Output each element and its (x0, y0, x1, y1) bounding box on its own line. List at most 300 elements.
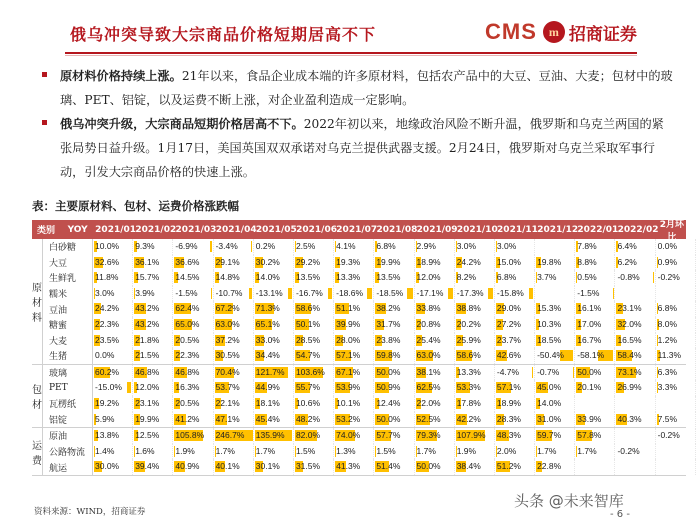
table-cell (495, 333, 535, 349)
table-cell (615, 255, 655, 271)
cell-value: 50.1% (295, 318, 321, 329)
cell-value: -15.0% (95, 382, 122, 393)
row-item-label: 大豆 (43, 255, 93, 271)
cell-value: 23.5% (95, 334, 120, 345)
table-row (43, 348, 696, 364)
table-cell (93, 301, 133, 317)
row-item-label: 大麦 (43, 333, 93, 349)
table-cell (495, 380, 535, 396)
table-cell (133, 380, 173, 396)
table-cell (535, 255, 575, 271)
table-cell (415, 348, 455, 364)
cell-value: 135.9% (255, 430, 285, 441)
cell-value: 13.5% (295, 272, 321, 283)
value-bar (532, 367, 533, 378)
table-row (43, 255, 696, 271)
value-bar (407, 288, 412, 299)
header-divider (65, 52, 637, 54)
cell-value: 10.6% (295, 397, 321, 408)
table-cell (656, 255, 696, 271)
cell-value: 0.9% (657, 256, 677, 267)
cell-value: 14.0% (537, 397, 562, 408)
cell-value: 30.0% (95, 461, 120, 472)
table-cell (455, 270, 495, 286)
cell-value: 53.3% (456, 382, 481, 393)
table-row (43, 444, 696, 460)
table-cell (615, 459, 655, 475)
table-cell (334, 396, 374, 412)
cell-value: 103.6% (295, 366, 325, 377)
table-row (43, 301, 696, 317)
table-cell (294, 333, 334, 349)
cell-value: 23.1% (135, 397, 160, 408)
table-cell (133, 365, 173, 381)
table-cell (374, 396, 414, 412)
cell-value: 55.7% (295, 382, 321, 393)
value-bar (328, 288, 333, 299)
table-cell (133, 396, 173, 412)
table-cell (93, 412, 133, 428)
cell-value: 21.5% (135, 350, 160, 361)
cell-value: 25.4% (416, 334, 441, 345)
table-cell (334, 317, 374, 333)
table-cell (374, 459, 414, 475)
table-cell (575, 459, 615, 475)
cell-value: 28.3% (496, 413, 521, 424)
table-cell (495, 428, 535, 444)
table-cell (294, 239, 334, 255)
cell-value: 18.9% (496, 397, 521, 408)
cell-value: 0.5% (577, 272, 597, 283)
table-header-cell: 2021/09 (416, 224, 458, 235)
table-cell (133, 239, 173, 255)
cell-value: 29.1% (215, 256, 240, 267)
table-header-cell: 2021/06 (296, 224, 337, 235)
cell-value: 43.2% (135, 318, 160, 329)
cell-value: 6.2% (617, 256, 637, 267)
cell-value: 28.0% (336, 334, 361, 345)
table-cell (615, 333, 655, 349)
cell-value: -17.1% (416, 287, 444, 298)
table-cell (173, 365, 213, 381)
table-cell (455, 317, 495, 333)
table-cell (294, 348, 334, 364)
table-cell (214, 270, 254, 286)
cell-value: 10.1% (336, 397, 361, 408)
table-cell (656, 286, 696, 302)
table-cell (254, 301, 294, 317)
cell-value: -13.1% (255, 287, 283, 298)
cell-value: 39.4% (135, 461, 160, 472)
table-header-cell: 2021/05 (255, 224, 297, 235)
value-bar (448, 288, 453, 299)
cell-value: 22.8% (537, 461, 562, 472)
table-cell (615, 412, 655, 428)
table-cell (214, 396, 254, 412)
row-item-label: PET (43, 380, 93, 396)
table-cell (575, 380, 615, 396)
table-cell (656, 459, 696, 475)
cell-value: 48.3% (496, 430, 521, 441)
cell-value: 67.2% (215, 303, 240, 314)
cell-value: 20.1% (577, 382, 602, 393)
table-cell (334, 270, 374, 286)
table-header-cell: 2022/02 (617, 224, 659, 235)
table-cell (93, 270, 133, 286)
table-cell (455, 255, 495, 271)
cell-value: -0.2% (617, 445, 640, 456)
cell-value: 53.2% (336, 413, 361, 424)
table-cell (455, 333, 495, 349)
table-cell (93, 286, 133, 302)
table-cell (415, 270, 455, 286)
table-cell (254, 317, 294, 333)
cell-value: 62.4% (175, 303, 200, 314)
table-cell (374, 286, 414, 302)
table-cell (214, 301, 254, 317)
table-cell (535, 270, 575, 286)
cell-value: 24.2% (456, 256, 481, 267)
cell-value: 1.7% (577, 445, 597, 456)
bullet-list (34, 64, 674, 184)
group-category: 原材料 (32, 239, 43, 364)
cell-value: 8.8% (577, 256, 597, 267)
table-cell (455, 286, 495, 302)
logo-circle-icon: m (543, 21, 565, 43)
cell-value: 60.2% (95, 366, 120, 377)
value-bar (488, 288, 493, 299)
table-cell (656, 333, 696, 349)
cell-value: 10.0% (95, 241, 120, 251)
cell-value: 38.4% (456, 461, 481, 472)
table-cell (535, 348, 575, 364)
row-item-label: 玻璃 (43, 365, 93, 381)
cell-value: 22.3% (175, 350, 200, 361)
cell-value: 29.0% (496, 303, 521, 314)
table-header-cell: 2月环比 (659, 219, 685, 243)
cell-value: 59.7% (537, 430, 562, 441)
cell-value: 50.0% (577, 366, 602, 377)
cell-value: 1.7% (416, 445, 436, 456)
table-cell (254, 365, 294, 381)
cell-value: 44.9% (255, 382, 280, 393)
row-item-label: 瓦楞纸 (43, 396, 93, 412)
table-cell (374, 380, 414, 396)
table-cell (173, 348, 213, 364)
cell-value: 70.4% (215, 366, 240, 377)
cell-value: 14.5% (175, 272, 200, 283)
table-cell (254, 270, 294, 286)
table-cell (455, 365, 495, 381)
cell-value: 74.0% (336, 430, 361, 441)
table-cell (575, 348, 615, 364)
cell-value: 16.3% (175, 382, 200, 393)
value-bar (367, 288, 372, 299)
cell-value: 12.0% (416, 272, 441, 283)
table-cell (374, 301, 414, 317)
table-cell (415, 301, 455, 317)
table-cell (294, 412, 334, 428)
cell-value: 53.9% (336, 382, 361, 393)
table-cell (173, 270, 213, 286)
table-cell (294, 301, 334, 317)
table-cell (93, 396, 133, 412)
table-cell (294, 270, 334, 286)
table-cell (294, 428, 334, 444)
bullet-square-icon (42, 72, 47, 77)
table-cell (93, 380, 133, 396)
cell-value: -0.2% (657, 430, 680, 441)
cell-value: -4.7% (496, 366, 520, 377)
cell-value: -0.2% (657, 272, 680, 283)
table-cell (254, 239, 294, 255)
cell-value: 24.2% (95, 303, 120, 314)
table-cell (656, 365, 696, 381)
cell-value: 9.3% (135, 241, 155, 251)
cell-value: 58.4% (617, 350, 642, 361)
cell-value: 4.1% (336, 241, 356, 251)
table-cell (294, 459, 334, 475)
table-cell (374, 412, 414, 428)
table-cell (93, 428, 133, 444)
cell-value: 25.9% (456, 334, 481, 345)
cell-value: 50.9% (376, 382, 401, 393)
cell-value: 20.5% (175, 334, 200, 345)
table-cell (615, 365, 655, 381)
cell-value: -6.9% (175, 241, 198, 251)
table-cell (173, 255, 213, 271)
table-row (43, 365, 696, 381)
table-cell (535, 412, 575, 428)
table-cell (294, 286, 334, 302)
cell-value: 36.6% (175, 256, 200, 267)
table-cell (294, 396, 334, 412)
cell-value: 20.8% (416, 318, 441, 329)
price-change-table (32, 220, 686, 476)
table-cell (214, 459, 254, 475)
table-cell (575, 365, 615, 381)
cell-value: 58.6% (295, 303, 321, 314)
source-note: 资料来源：WIND，招商证券 (34, 507, 146, 517)
table-cell (415, 428, 455, 444)
table-row (43, 459, 696, 475)
table-cell (374, 255, 414, 271)
table-cell (415, 459, 455, 475)
table-cell (294, 380, 334, 396)
table-cell (173, 380, 213, 396)
table-cell (294, 255, 334, 271)
cell-value: 1.9% (456, 445, 477, 456)
cell-value: 51.4% (376, 461, 401, 472)
cell-value: 54.7% (295, 350, 321, 361)
cell-value: 8.2% (456, 272, 477, 283)
cell-value: 50.0% (416, 461, 441, 472)
cell-value: 31.0% (537, 413, 562, 424)
table-cell (334, 365, 374, 381)
cell-value: 34.4% (255, 350, 280, 361)
table-cell (575, 301, 615, 317)
cell-value: 1.3% (336, 445, 356, 456)
cell-value: 40.3% (617, 413, 642, 424)
table-cell (374, 365, 414, 381)
table-cell (334, 255, 374, 271)
table-cell (575, 444, 615, 460)
table-cell (334, 286, 374, 302)
cell-value: 2.5% (295, 241, 316, 251)
table-cell (374, 270, 414, 286)
cell-value: 30.1% (255, 461, 280, 472)
cell-value: 0.0% (657, 241, 677, 251)
table-cell (495, 365, 535, 381)
table-header-cell: 2021/04 (215, 224, 257, 235)
cell-value: 20.5% (175, 397, 200, 408)
table-cell (535, 301, 575, 317)
table-cell (495, 270, 535, 286)
cell-value: 1.7% (215, 445, 235, 456)
table-cell (334, 239, 374, 255)
table-header-cell: 2021/08 (376, 224, 418, 235)
table-row (43, 380, 696, 396)
table-cell (455, 348, 495, 364)
cell-value: 19.9% (135, 413, 160, 424)
row-item-label: 生猪 (43, 348, 93, 364)
table-group (32, 365, 686, 428)
cell-value: 1.6% (135, 445, 155, 456)
table-cell (535, 239, 575, 255)
cell-value: 6.8% (496, 272, 517, 283)
table-cell (214, 444, 254, 460)
cell-value: 33.0% (255, 334, 280, 345)
cell-value: -10.7% (215, 287, 243, 298)
cell-value: 57.8% (577, 430, 602, 441)
table-cell (656, 270, 696, 286)
cell-value: -58.1% (577, 350, 605, 361)
table-cell (214, 255, 254, 271)
bullet-item (34, 64, 674, 112)
bullet-heading: 原材料价格持续上涨。 (60, 69, 182, 83)
cell-value: 39.9% (336, 318, 361, 329)
table-cell (214, 412, 254, 428)
cell-value: 42.2% (456, 413, 481, 424)
table-cell (415, 444, 455, 460)
table-cell (214, 365, 254, 381)
bullet-square-icon (42, 120, 47, 125)
cell-value: -18.6% (336, 287, 364, 298)
cell-value: 19.2% (95, 397, 120, 408)
cell-value: 23.1% (617, 303, 642, 314)
cell-value: 107.9% (456, 430, 486, 441)
table-cell (93, 348, 133, 364)
table-cell (133, 348, 173, 364)
table-cell (495, 255, 535, 271)
table-cell (214, 380, 254, 396)
table-cell (374, 348, 414, 364)
table-cell (495, 444, 535, 460)
cell-value: 1.7% (255, 445, 276, 456)
table-cell (575, 317, 615, 333)
value-bar (529, 288, 533, 299)
table-cell (173, 459, 213, 475)
cell-value: 62.5% (416, 382, 441, 393)
table-caption: 表：主要原材料、包材、运费价格涨跌幅 (32, 199, 239, 213)
cell-value: -3.4% (215, 241, 238, 251)
table-cell (93, 333, 133, 349)
cell-value: -50.4% (537, 350, 564, 361)
cell-value: 11.8% (95, 272, 119, 283)
table-cell (575, 428, 615, 444)
table-cell (173, 428, 213, 444)
cell-value: -17.3% (456, 287, 484, 298)
table-header (32, 219, 686, 243)
bullet-heading: 俄乌冲突升级，大宗商品短期价格居高不下。 (60, 117, 304, 131)
table-cell (455, 396, 495, 412)
row-item-label: 糖蜜 (43, 317, 93, 333)
cell-value: 48.2% (295, 413, 321, 424)
table-header-cell: 类别 (37, 226, 56, 236)
cell-value: 33.9% (577, 413, 602, 424)
cell-value: 82.0% (295, 430, 321, 441)
table-cell (415, 333, 455, 349)
table-header-cell: 2021/07 (336, 224, 378, 235)
table-cell (656, 412, 696, 428)
cell-value: 43.2% (135, 303, 160, 314)
table-cell (415, 412, 455, 428)
table-cell (575, 270, 615, 286)
cell-value: 36.1% (135, 256, 160, 267)
table-header-cell: YOY (67, 224, 88, 235)
cell-value: 1.9% (175, 445, 195, 456)
table-cell (334, 428, 374, 444)
table-cell (173, 301, 213, 317)
cell-value: 1.7% (537, 445, 557, 456)
cell-value: 18.5% (537, 334, 562, 345)
group-category: 运费 (32, 428, 43, 475)
table-header-cell: 2021/10 (456, 224, 498, 235)
cell-value: 2.0% (496, 445, 517, 456)
table-cell (214, 286, 254, 302)
table-cell (374, 239, 414, 255)
table-cell (495, 301, 535, 317)
cell-value: 16.7% (577, 334, 602, 345)
table-cell (133, 301, 173, 317)
cell-value: 6.3% (657, 366, 677, 377)
cell-value: -18.5% (376, 287, 404, 298)
cell-value: 45.0% (537, 382, 562, 393)
table-cell (535, 459, 575, 475)
page-number: - 6 - (610, 509, 630, 520)
group-category: 包材 (32, 365, 43, 427)
row-item-label: 原油 (43, 428, 93, 444)
table-cell (615, 286, 655, 302)
table-cell (455, 239, 495, 255)
table-cell (214, 428, 254, 444)
cell-value: 46.8% (135, 366, 160, 377)
table-cell (415, 380, 455, 396)
cell-value: 52.5% (416, 413, 441, 424)
table-cell (294, 444, 334, 460)
value-bar (251, 241, 252, 252)
cell-value: -16.7% (295, 287, 323, 298)
cell-value: 37.2% (215, 334, 240, 345)
cell-value: 29.2% (295, 256, 321, 267)
table-cell (535, 286, 575, 302)
table-header-cell: 2021/11 (497, 224, 538, 235)
table-cell (656, 444, 696, 460)
cell-value: -15.8% (496, 287, 524, 298)
table-cell (495, 348, 535, 364)
cell-value: 121.7% (255, 366, 285, 377)
cell-value: 58.6% (456, 350, 481, 361)
